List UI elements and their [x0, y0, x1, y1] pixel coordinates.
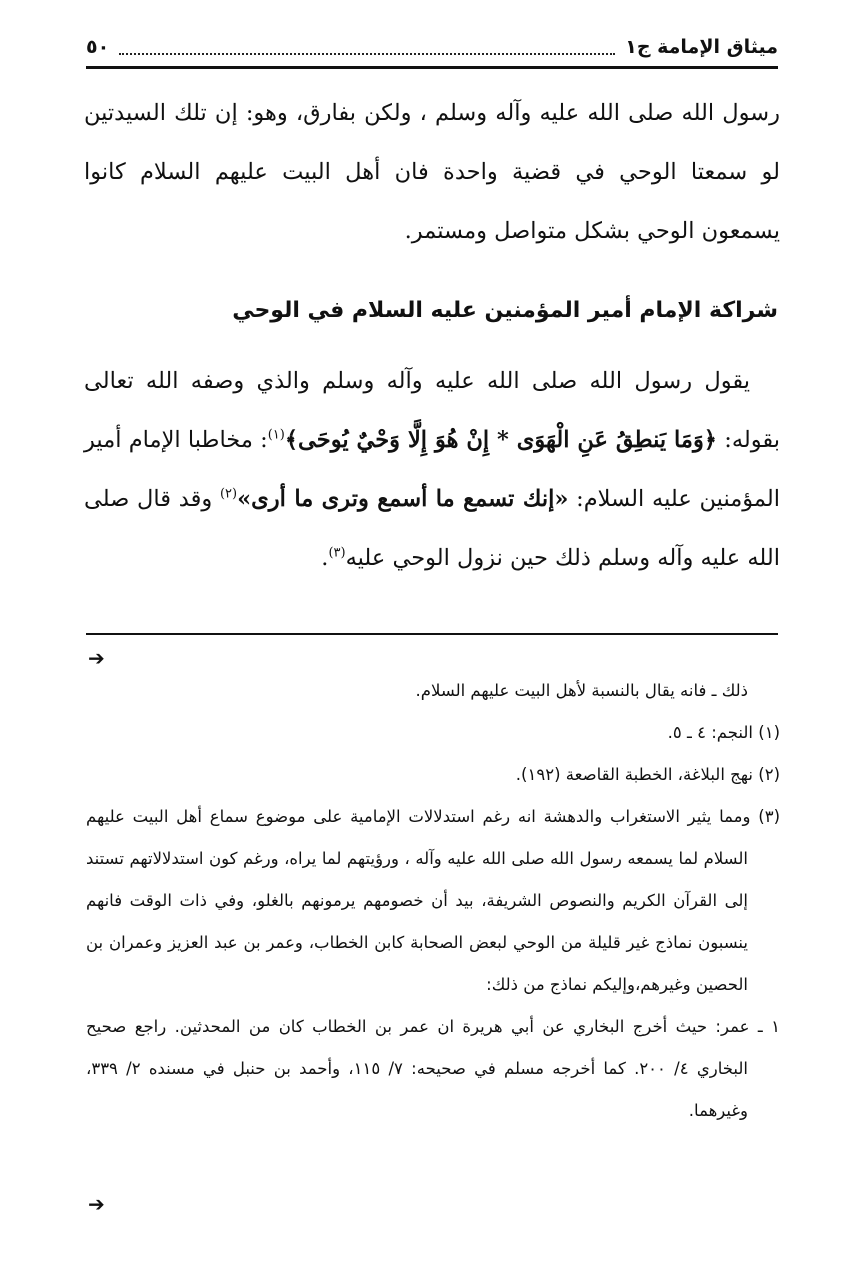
header-dot-leader — [119, 39, 615, 55]
footnote-3-item-1: ١ ـ عمر: حيث أخرج البخاري عن أبي هريرة ان عمر بن الخطاب كان من المحدثين. راجع صحيح البخاري ٤/ ٢٠٠. كما أخرجه مسلم في صحيحه: ٧/ ١١٥، وأحمد بن حنبل في مسنده ٢/ ٣٣٩، وغيرهما. — [86, 1017, 780, 1120]
page-number: ٥٠ — [86, 36, 110, 58]
footnotes — [86, 670, 780, 1132]
paragraph-continuation: رسول الله صلى الله عليه وآله وسلم ، ولكن بفارق، وهو: إن تلك السيدتين لو سمعتا الوحي في قضية واحدة فان أهل البيت عليهم السلام كانوا يسمعون الوحي بشكل متواصل ومستمر. — [84, 100, 780, 244]
footnote-ref-1[interactable]: (١) — [267, 427, 285, 443]
paragraph-main — [84, 352, 780, 588]
paragraph-end: . — [321, 545, 329, 571]
quran-verse: ﴿وَمَا يَنطِقُ عَنِ الْهَوَى * إِنْ هُوَ إِلَّا وَحْيٌ يُوحَى﴾ — [284, 427, 717, 453]
next-page-arrow-icon: ➔ — [88, 1192, 105, 1216]
footnote-ref-2[interactable]: (٢) — [219, 486, 238, 502]
header-rule — [86, 66, 778, 69]
book-title: ميثاق الإمامة ج١ — [625, 36, 778, 58]
footnote-ref-3[interactable]: (٣) — [328, 545, 346, 561]
section-heading: شراكة الإمام أمير المؤمنين عليه السلام في الوحي — [232, 298, 778, 323]
footnote-2: (٢) نهج البلاغة، الخطبة القاصعة (١٩٢). — [515, 765, 780, 784]
paragraph-text-1: يقول رسول الله صلى الله عليه وآله وسلم والذي وصفه الله تعالى بقوله: — [84, 368, 781, 453]
running-header — [86, 30, 778, 64]
paragraph-text-3: وقد قال صلى الله عليه وآله وسلم ذلك حين نزول الوحي عليه — [84, 486, 780, 571]
hadith-quote: «إنك تسمع ما أسمع وترى ما أرى» — [237, 486, 569, 512]
footnote-separator — [86, 633, 778, 635]
footnote-1: (١) النجم: ٤ ـ ٥. — [667, 723, 780, 742]
continued-arrow-icon: ➔ — [88, 646, 105, 670]
footnote-continuation: ذلك ـ فانه يقال بالنسبة لأهل البيت عليهم السلام. — [415, 681, 748, 700]
paragraph-text-2: : مخاطبا الإمام أمير المؤمنين عليه السلام: — [84, 427, 781, 512]
footnote-3: (٣) ومما يثير الاستغراب والدهشة انه رغم استدلالات الإمامية على موضوع سماع أهل البيت عليهم السلام لما يسمعه رسول الله صلى الله عليه وآله ، ورؤيتهم لما يراه، ورغم كون استدلالاتهم تستند إلى القرآن الكريم والنصوص الشريفة، بيد أن خصومهم يرمونهم بالغلو، وفي ذات الوقت فانهم ينسبون نماذج غير قليلة من الوحي لبعض الصحابة كابن الخطاب، وعمر بن عبد العزيز وعمران بن الحصين وغيرهم،وإليكم نماذج من ذلك: — [86, 807, 780, 994]
